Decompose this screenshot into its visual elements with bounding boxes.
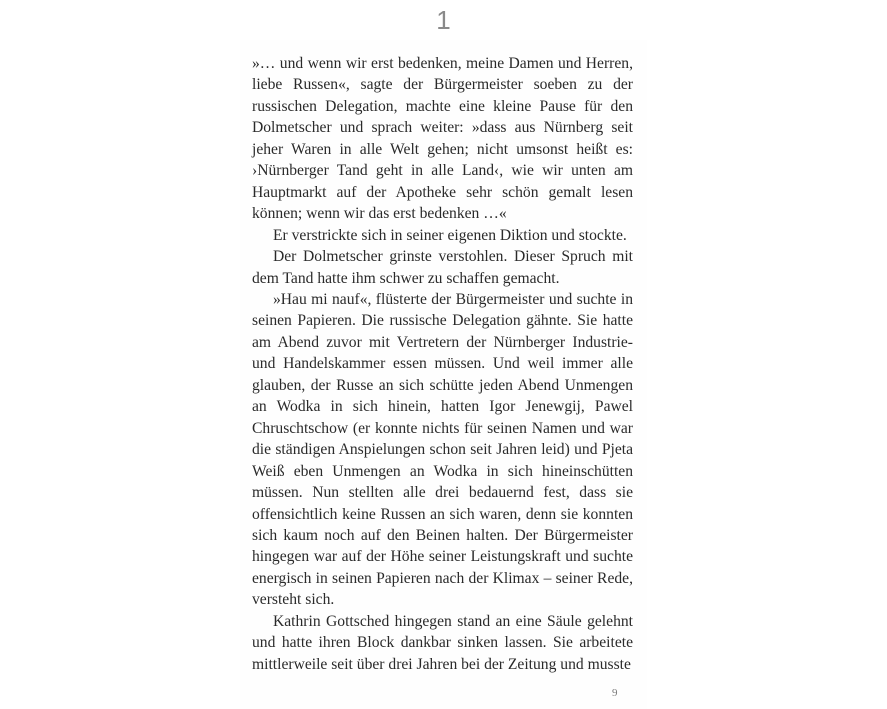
paragraph: Er verstrickte sich in seiner eigenen Diktion und stockte. (273, 226, 627, 244)
paragraph: »Hau mi nauf«, flüsterte der Bürgermeister und suchte in seinen Papieren. Die russische Delegation gähnte. Sie hatte am Abend zuvor mit Vertretern der Nürnberger Industrie- und Handelskammer essen müssen. Und weil immer alle glauben, der Russe an sich schütte jeden Abend Unmengen an Wodka in sich hinein, hatten Igor Jenewgij, Pawel Chruschtschow (er konnte nichts für seinen Namen und war die ständigen Anspielungen schon seit Jahren leid) und Pjeta Weiß eben Unmengen an Wodka in sich hineinschütten müssen. Nun stellten alle drei bedauernd fest, dass sie offensichtlich keine Russen an sich waren, denn sie konnten sich kaum noch auf den Beinen halten. Der Bürgermeister hingegen war auf der Höhe seiner Leistungskraft und suchte energisch in seinen Papieren nach der Klimax – seiner Rede, versteht sich. (252, 290, 633, 609)
body-text (252, 53, 633, 675)
paragraph: Der Dolmetscher grinste verstohlen. Dieser Spruch mit dem Tand hatte ihm schwer zu schaffen gemacht. (252, 248, 633, 287)
paragraph: Kathrin Gottsched hingegen stand an eine Säule gelehnt und hatte ihren Block dankbar sinken lassen. Sie arbeitete mittlerweile seit über drei Jahren bei der Zeitung und musste (252, 612, 633, 673)
book-page (240, 40, 647, 709)
page-folio: 9 (612, 687, 618, 699)
paragraph: »… und wenn wir erst bedenken, meine Damen und Herren, liebe Russen«, sagte der Bürgermeister soeben zu der russischen Delegation, machte eine kleine Pause für den Dolmetscher und sprach weiter: »dass aus Nürnberg seit jeher Waren in alle Welt gehen; nicht umsonst heißt es: ›Nürnberger Tand geht in alle Land‹, wie wir unten am Hauptmarkt auf der Apotheke sehr schön gemalt lesen können; wenn wir das erst bedenken …« (252, 55, 633, 223)
page-number-indicator: 1 (436, 5, 451, 35)
